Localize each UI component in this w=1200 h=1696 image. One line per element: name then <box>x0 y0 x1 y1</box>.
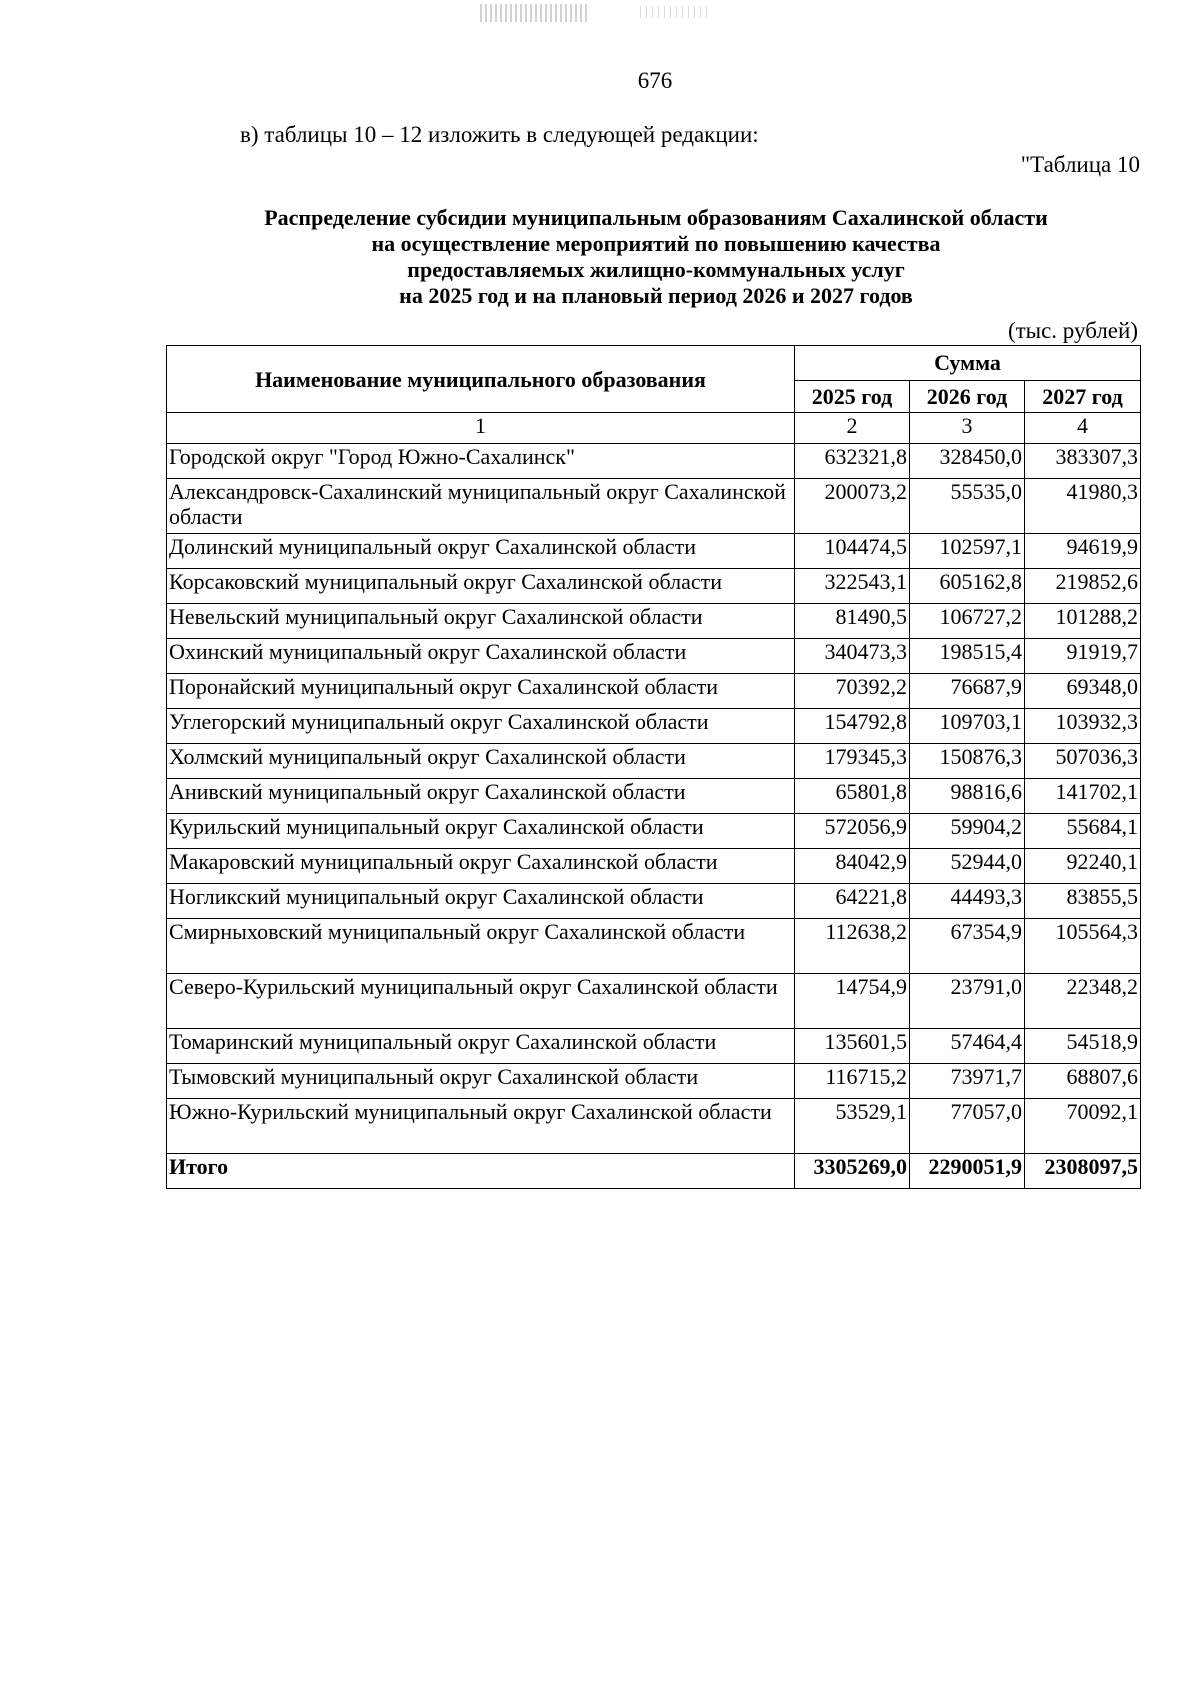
municipality-name: Охинский муниципальный округ Сахалинской области <box>167 639 795 674</box>
value-2027: 70092,1 <box>1025 1099 1141 1154</box>
page-number: 676 <box>637 68 673 93</box>
value-2026: 328450,0 <box>910 444 1025 479</box>
table-row <box>167 1099 1141 1154</box>
value-2026: 198515,4 <box>910 639 1025 674</box>
value-2025: 64221,8 <box>795 884 910 919</box>
table-row <box>167 709 1141 744</box>
intro-text: в) таблицы 10 – 12 изложить в следующей редакции: <box>240 122 759 147</box>
value-2027: 101288,2 <box>1025 604 1141 639</box>
value-2025: 104474,5 <box>795 534 910 569</box>
municipality-name: Углегорский муниципальный округ Сахалинской области <box>167 709 795 744</box>
column-index-row <box>167 413 1141 444</box>
value-2026: 73971,7 <box>910 1064 1025 1099</box>
total-label: Итого <box>167 1154 795 1189</box>
value-2026: 605162,8 <box>910 569 1025 604</box>
value-2025: 632321,8 <box>795 444 910 479</box>
value-2026: 106727,2 <box>910 604 1025 639</box>
value-2025: 116715,2 <box>795 1064 910 1099</box>
table-row <box>167 534 1141 569</box>
table-row <box>167 639 1141 674</box>
header-year-2026: 2026 год <box>910 380 1025 412</box>
value-2026: 150876,3 <box>910 744 1025 779</box>
value-2026: 109703,1 <box>910 709 1025 744</box>
value-2025: 65801,8 <box>795 779 910 814</box>
value-2025: 112638,2 <box>795 919 910 974</box>
header-year-2027: 2027 год <box>1025 380 1141 412</box>
municipality-name: Томаринский муниципальный округ Сахалинской области <box>167 1029 795 1064</box>
value-2025: 154792,8 <box>795 709 910 744</box>
column-index: 3 <box>910 413 1025 444</box>
municipality-name: Курильский муниципальный округ Сахалинской области <box>167 814 795 849</box>
municipality-name: Городской округ "Город Южно-Сахалинск" <box>167 444 795 479</box>
table-row <box>167 779 1141 814</box>
value-2025: 81490,5 <box>795 604 910 639</box>
municipality-name: Макаровский муниципальный округ Сахалинской области <box>167 849 795 884</box>
municipality-name: Холмский муниципальный округ Сахалинской области <box>167 744 795 779</box>
municipality-name: Поронайский муниципальный округ Сахалинской области <box>167 674 795 709</box>
value-2025: 322543,1 <box>795 569 910 604</box>
value-2027: 105564,3 <box>1025 919 1141 974</box>
table-row <box>167 1064 1141 1099</box>
value-2026: 55535,0 <box>910 479 1025 534</box>
table-row <box>167 1029 1141 1064</box>
value-2027: 91919,7 <box>1025 639 1141 674</box>
total-2027: 2308097,5 <box>1025 1154 1141 1189</box>
value-2026: 77057,0 <box>910 1099 1025 1154</box>
units-label: (тыс. рублей) <box>1007 318 1138 343</box>
table-row <box>167 974 1141 1029</box>
value-2025: 572056,9 <box>795 814 910 849</box>
value-2025: 70392,2 <box>795 674 910 709</box>
municipality-name: Корсаковский муниципальный округ Сахалинской области <box>167 569 795 604</box>
value-2026: 59904,2 <box>910 814 1025 849</box>
value-2027: 383307,3 <box>1025 444 1141 479</box>
column-index: 4 <box>1025 413 1141 444</box>
value-2025: 179345,3 <box>795 744 910 779</box>
table-row <box>167 604 1141 639</box>
table-row <box>167 884 1141 919</box>
total-2025: 3305269,0 <box>795 1154 910 1189</box>
municipality-name: Смирныховский муниципальный округ Сахалинской области <box>167 919 795 974</box>
value-2027: 103932,3 <box>1025 709 1141 744</box>
municipality-name: Северо-Курильский муниципальный округ Сахалинской области <box>167 974 795 1029</box>
municipality-name: Долинский муниципальный округ Сахалинской области <box>167 534 795 569</box>
value-2026: 76687,9 <box>910 674 1025 709</box>
header-year-2025: 2025 год <box>795 380 910 412</box>
value-2027: 41980,3 <box>1025 479 1141 534</box>
value-2025: 53529,1 <box>795 1099 910 1154</box>
municipality-name: Южно-Курильский муниципальный округ Сахалинской области <box>167 1099 795 1154</box>
value-2026: 57464,4 <box>910 1029 1025 1064</box>
table-row <box>167 849 1141 884</box>
value-2026: 98816,6 <box>910 779 1025 814</box>
column-index: 2 <box>795 413 910 444</box>
table-row <box>167 444 1141 479</box>
table-row <box>167 814 1141 849</box>
table-row <box>167 479 1141 534</box>
table-row <box>167 919 1141 974</box>
scan-artifact <box>480 4 590 22</box>
value-2026: 52944,0 <box>910 849 1025 884</box>
header-municipality: Наименование муниципального образования <box>167 346 795 413</box>
value-2027: 54518,9 <box>1025 1029 1141 1064</box>
table-row <box>167 569 1141 604</box>
total-2026: 2290051,9 <box>910 1154 1025 1189</box>
value-2026: 44493,3 <box>910 884 1025 919</box>
value-2027: 507036,3 <box>1025 744 1141 779</box>
municipality-name: Ногликский муниципальный округ Сахалинской области <box>167 884 795 919</box>
value-2027: 92240,1 <box>1025 849 1141 884</box>
value-2025: 14754,9 <box>795 974 910 1029</box>
municipality-name: Невельский муниципальный округ Сахалинской области <box>167 604 795 639</box>
title-line: на осуществление мероприятий по повышению качества <box>371 231 941 256</box>
municipality-name: Тымовский муниципальный округ Сахалинской области <box>167 1064 795 1099</box>
municipality-name: Александровск-Сахалинский муниципальный округ Сахалинской области <box>167 479 795 534</box>
value-2025: 200073,2 <box>795 479 910 534</box>
value-2025: 340473,3 <box>795 639 910 674</box>
value-2027: 22348,2 <box>1025 974 1141 1029</box>
value-2026: 23791,0 <box>910 974 1025 1029</box>
value-2025: 135601,5 <box>795 1029 910 1064</box>
table-row <box>167 744 1141 779</box>
table-title <box>166 205 1146 309</box>
value-2027: 141702,1 <box>1025 779 1141 814</box>
municipality-name: Анивский муниципальный округ Сахалинской области <box>167 779 795 814</box>
value-2027: 68807,6 <box>1025 1064 1141 1099</box>
value-2027: 94619,9 <box>1025 534 1141 569</box>
table-row <box>167 674 1141 709</box>
title-line: на 2025 год и на плановый период 2026 и 2027 годов <box>399 283 913 308</box>
table-reference: "Таблица 10 <box>1020 152 1140 177</box>
header-sum: Сумма <box>795 346 1141 381</box>
value-2026: 67354,9 <box>910 919 1025 974</box>
value-2026: 102597,1 <box>910 534 1025 569</box>
title-line: предоставляемых жилищно-коммунальных услуг <box>407 257 905 282</box>
scan-artifact <box>640 6 710 18</box>
subsidy-table <box>166 345 1141 1189</box>
title-line: Распределение субсидии муниципальным образованиям Сахалинской области <box>264 205 1048 230</box>
value-2027: 69348,0 <box>1025 674 1141 709</box>
value-2027: 55684,1 <box>1025 814 1141 849</box>
value-2025: 84042,9 <box>795 849 910 884</box>
total-row <box>167 1154 1141 1189</box>
value-2027: 219852,6 <box>1025 569 1141 604</box>
value-2027: 83855,5 <box>1025 884 1141 919</box>
column-index: 1 <box>167 413 795 444</box>
